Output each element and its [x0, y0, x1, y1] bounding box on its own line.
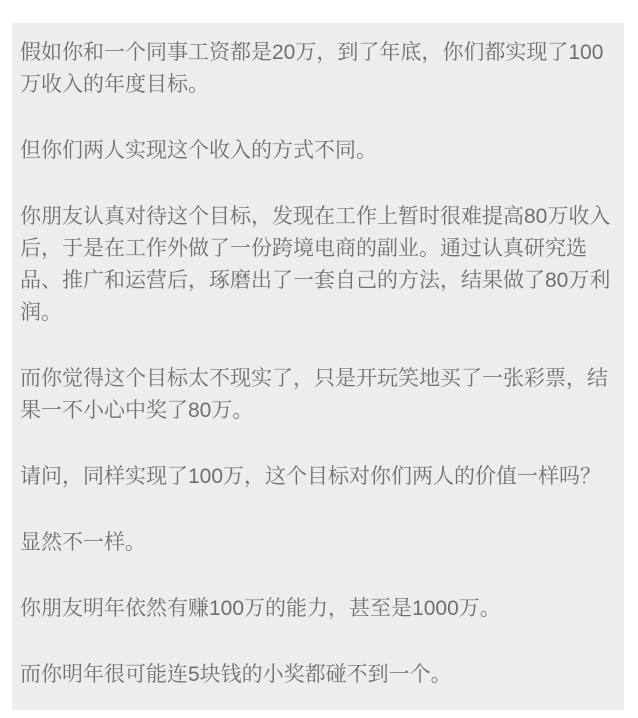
paragraph: 你朋友认真对待这个目标，发现在工作上暂时很难提高80万收入后，于是在工作外做了一份跨境电商的副业。通过认真研究选品、推广和运营后，琢磨出了一套自己的方法，结果做了80万利润。: [20, 205, 611, 324]
paragraph: 假如你和一个同事工资都是20万，到了年底，你们都实现了100万收入的年度目标。: [20, 41, 604, 96]
paragraph: 但你们两人实现这个收入的方式不同。: [20, 139, 377, 162]
paragraph: 显然不一样。: [20, 531, 146, 554]
paragraph: 而你明年很可能连5块钱的小奖都碰不到一个。: [20, 663, 452, 686]
paragraph: 而你觉得这个目标太不现实了，只是开玩笑地买了一张彩票，结果一不小心中奖了80万。: [20, 367, 608, 422]
paragraph: 你朋友明年依然有赚100万的能力，甚至是1000万。: [20, 597, 501, 620]
article-text-panel: [12, 23, 624, 710]
paragraph: 请问，同样实现了100万，这个目标对你们两人的价值一样吗？: [20, 465, 602, 488]
